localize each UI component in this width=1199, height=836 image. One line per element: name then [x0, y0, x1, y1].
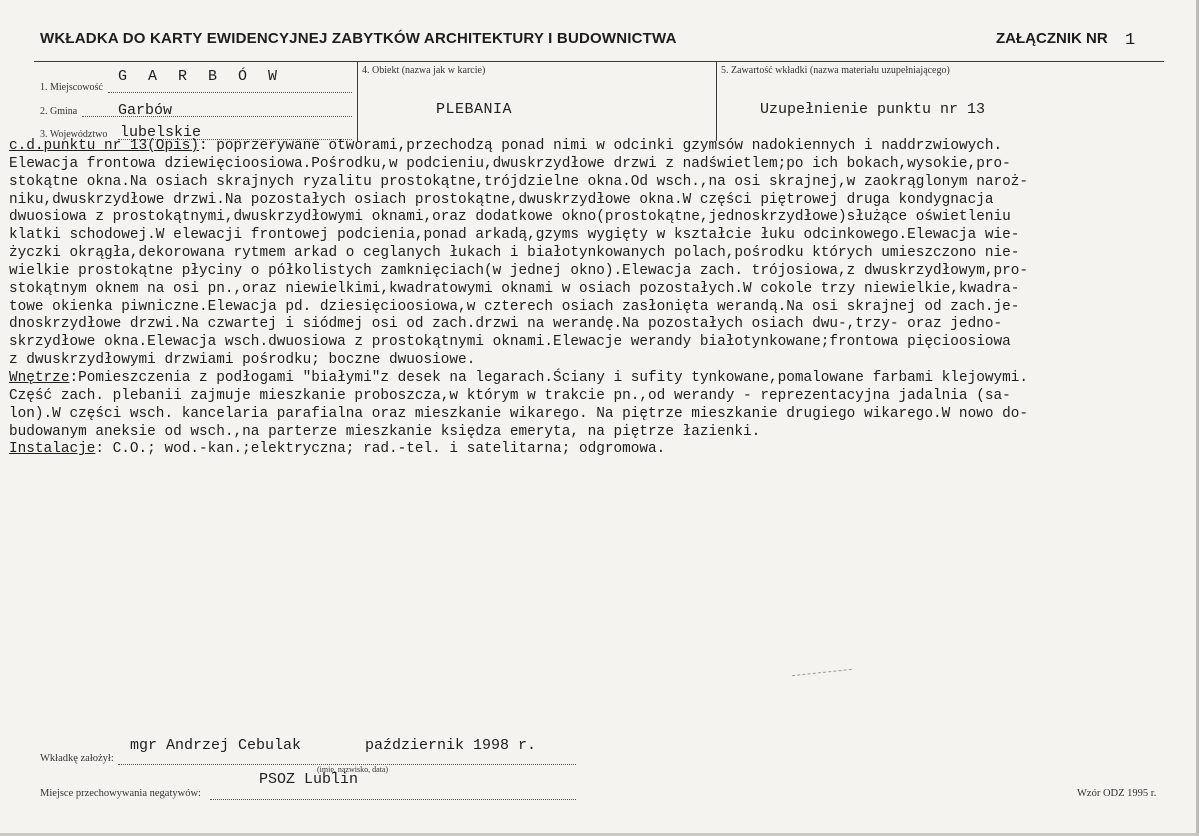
field-label-zawartosc: 5. Zawartość wkładki (nazwa materiału uzupełniającego)	[721, 65, 950, 76]
location-value: PSOZ Lublin	[259, 771, 359, 788]
dotted-line	[108, 92, 352, 93]
field-value-obiekt: PLEBANIA	[436, 101, 513, 118]
description-body	[9, 138, 1195, 459]
body-line	[9, 388, 1195, 406]
body-line-text: : poprzerywane otworami,przechodzą ponad nimi w odcinki gzymsów nadokiennych i naddrzwiowych.	[199, 138, 1003, 154]
body-line	[9, 299, 1195, 317]
body-line-text: wielkie prostokątne płyciny o półkolistych zamknięciach(w jednej okno).Elewacja zach. trójosiowa,z dwuskrzydłowym,pro-	[9, 262, 1029, 279]
field-value-miejscowosc: G A R B Ó W	[118, 68, 284, 85]
body-line	[9, 174, 1195, 192]
field-value-wojewodztwo: lubelskie	[120, 124, 202, 141]
field-label-obiekt: 4. Obiekt (nazwa jak w karcie)	[362, 65, 486, 76]
body-line	[9, 281, 1195, 299]
author-label: Wkładkę założył:	[40, 753, 114, 764]
body-line	[9, 334, 1195, 352]
body-line	[9, 370, 1195, 388]
body-line-text: z dwuskrzydłowymi drzwiami pośrodku; boczne dwuosiowe.	[9, 352, 476, 369]
pencil-mark	[792, 669, 852, 677]
field-divider-2	[716, 61, 717, 141]
body-line-text: lon).W części wsch. kancelaria parafialna oraz mieszkanie wikarego. Na piętrze mieszkanie drugiego wikarego.W nowo do-	[9, 405, 1029, 422]
body-line-text: towe okienka piwniczne.Elewacja pd. dziesięcioosiowa,w czterech osiach zasłonięta werandą.Na osi skrajnej od zach.je-	[9, 298, 1020, 315]
body-line-text: niku,dwuskrzydłowe drzwi.Na pozostałych osiach prostokątne,dwuskrzydłowe okna.W części piętrowej druga kondygnacja	[9, 191, 994, 208]
section-heading-wnetrze: Wnętrze	[9, 369, 70, 386]
field-value-zawartosc: Uzupełnienie punktu nr 13	[760, 101, 986, 118]
body-line-text: :Pomieszczenia z podłogami "białymi"z desek na legarach.Ściany i sufity tynkowane,pomalowane farbami klejowymi.	[69, 369, 1029, 386]
body-line-text: życzki okrągła,dekorowana rytmem arkad o ceglanych łukach i białotynkowanych polach,pośrodku których umieszczono nie-	[9, 245, 1020, 262]
body-line	[9, 192, 1195, 210]
date-value: październik 1998 r.	[365, 737, 537, 754]
body-line-text: dwuosiowa z prostokątnymi,dwuskrzydłowymi oknami,oraz dodatkowe okno(prostokątne,jednoskrzydłowe)służące oświetleniu	[9, 209, 1011, 226]
body-line-text: stokątne okna.Na osiach skrajnych ryzalitu prostokątne,trójdzielne okna.Od wsch.,na osi skrajnej,w zaokrąglonym naroż-	[9, 173, 1029, 190]
field-label-miejscowosc: 1. Miejscowość	[40, 82, 103, 93]
body-line-text: budowanym aneksie od wsch.,na parterze mieszkanie księdza emeryta, na piętrze łazienki.	[9, 423, 761, 440]
location-label: Miejsce przechowywania negatywów:	[40, 788, 201, 799]
body-line-text: Elewacja frontowa dziewięcioosiowa.Pośrodku,w podcieniu,dwuskrzydłowe drzwi z nadświetlem;po ich bokach,wysokie,pro-	[9, 155, 1011, 172]
annex-label: ZAŁĄCZNIK NR	[996, 30, 1108, 47]
form-title: WKŁADKA DO KARTY EWIDENCYJNEJ ZABYTKÓW ARCHITEKTURY I BUDOWNICTWA	[40, 30, 677, 47]
author-value: mgr Andrzej Cebulak	[130, 737, 302, 754]
body-line-text: stokątnym oknem na osi pn.,oraz niewielkimi,kwadratowymi oknami w osiach pozostałych.W cokole trzy niewielkie,kwadra-	[9, 280, 1020, 297]
dotted-line	[210, 799, 576, 800]
annex-number: 1	[1125, 31, 1136, 50]
section-heading-instalacje: Instalacje	[9, 441, 96, 458]
body-line	[9, 227, 1195, 245]
section-heading-opis: c.d.punktu nr 13(Opis)	[9, 138, 199, 154]
body-line	[9, 316, 1195, 334]
header-rule	[34, 61, 1164, 62]
author-hint: (imię, nazwisko, data)	[317, 765, 389, 774]
body-line	[9, 209, 1195, 227]
body-line	[9, 263, 1195, 281]
field-label-gmina: 2. Gmina	[40, 106, 78, 117]
body-line-text: skrzydłowe okna.Elewacja wsch.dwuosiowa z prostokątnymi oknami.Elewacje werandy białotynkowane;frontowa pięcioosiowa	[9, 334, 1011, 351]
body-line	[9, 406, 1195, 424]
body-line-text: : C.O.; wod.-kan.;elektryczna; rad.-tel. i satelitarna; odgromowa.	[95, 441, 666, 458]
body-line-text: dnoskrzydłowe drzwi.Na czwartej i siódmej osi od zach.drzwi na werandę.Na pozostałych osiach dwu-,trzy- oraz jedno-	[9, 316, 1003, 333]
field-value-gmina: Garbów	[118, 102, 173, 119]
body-line	[9, 424, 1195, 442]
body-line-text: klatki schodowej.W elewacji frontowej podcienia,ponad arkadą,gzyms wygięty w kształcie łuku odcinkowego.Elewacja wie-	[9, 227, 1020, 244]
body-line-text: Część zach. plebanii zajmuje mieszkanie proboszcza,w którym w trakcie pn.,od werandy - reprezentacyjna jadalnia (sa-	[9, 387, 1011, 404]
body-line	[9, 156, 1195, 174]
field-label-wojewodztwo: 3. Województwo	[40, 129, 108, 140]
body-line	[9, 441, 1195, 459]
body-line	[9, 138, 1195, 156]
field-divider-1	[357, 61, 358, 141]
body-line	[9, 245, 1195, 263]
body-line	[9, 352, 1195, 370]
template-note: Wzór ODZ 1995 r.	[1077, 788, 1157, 799]
